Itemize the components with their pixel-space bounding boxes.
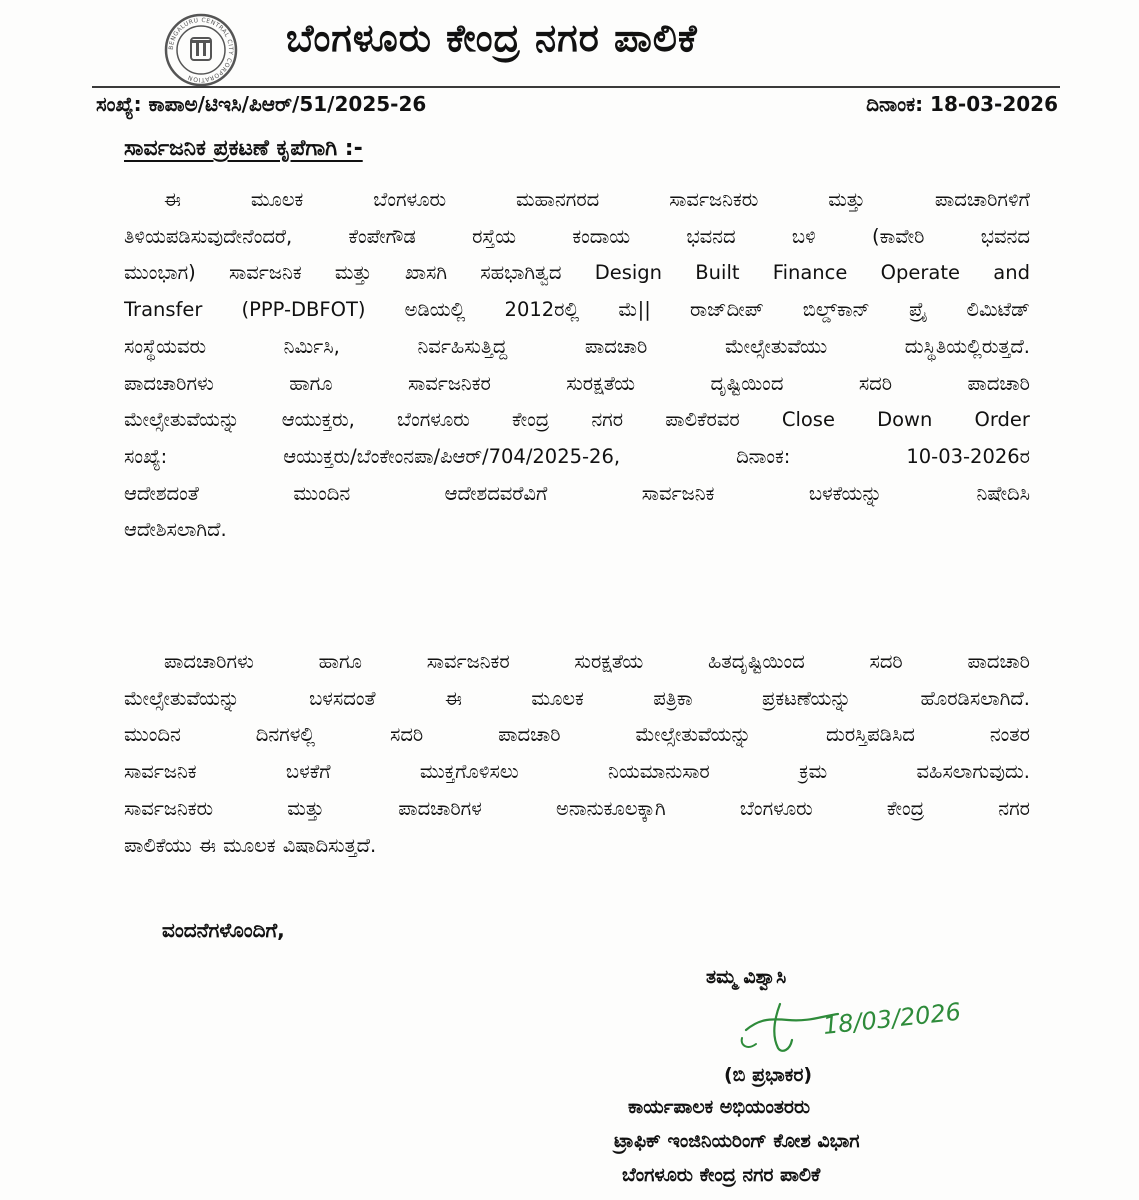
paragraph-line: ಪಾದಚಾರಿಗಳು ಹಾಗೂ ಸಾರ್ವಜನಿಕರ ಸುರಕ್ಷತೆಯ ದೃಷ್ಟಿಯಿಂದ ಸದರಿ ಪಾದಚಾರಿ: [124, 371, 1030, 395]
svg-text:BENGALURU CENTRAL CITY CORPORA: [168, 17, 234, 83]
reference-number: ಸಂಖ್ಯೆ: ಕಾಪಾಅ/ಟಿಇಸಿ/ಪಿಆರ್/51/2025-26: [96, 92, 427, 116]
paragraph-line: ಆದೇಶಿಸಲಾಗಿದೆ.: [124, 518, 227, 542]
handwritten-signature: [728, 990, 978, 1060]
reference-line: [96, 92, 1058, 122]
paragraph-line: ಸಾರ್ವಜನಿಕರು ಮತ್ತು ಪಾದಚಾರಿಗಳ ಅನಾನುಕೂಲಕ್ಕಾಗಿ ಬೆಂಗಳೂರು ಕೇಂದ್ರ ನಗರ: [124, 796, 1030, 820]
signatory-department: ಟ್ರಾಫಿಕ್ ಇಂಜಿನಿಯರಿಂಗ್ ಕೋಶ ವಿಭಾಗ: [614, 1130, 860, 1152]
paragraph-line: ಆದೇಶದಂತೆ ಮುಂದಿನ ಆದೇಶದವರೆವಿಗೆ ಸಾರ್ವಜನಿಕ ಬಳಕೆಯನ್ನು ನಿಷೇದಿಸಿ: [124, 481, 1030, 505]
paragraph-line: ಮೇಲ್ಸೇತುವೆಯನ್ನು ಆಯುಕ್ತರು, ಬೆಂಗಳೂರು ಕೇಂದ್ರ ನಗರ ಪಾಲಿಕೆರವರ Close Down Order: [124, 408, 1030, 432]
paragraph-line: ಈ ಮೂಲಕ ಬೆಂಗಳೂರು ಮಹಾನಗರದ ಸಾರ್ವಜನಿಕರು ಮತ್ತು ಪಾದಚಾರಿಗಳಿಗೆ: [164, 188, 1030, 211]
subject-heading: ಸಾರ್ವಜನಿಕ ಪ್ರಕಟಣೆ ಕೃಪೆಗಾಗಿ :-: [124, 136, 363, 161]
header-divider: [92, 86, 1060, 88]
body-paragraph-2: [124, 644, 1030, 864]
paragraph-line: ಪಾಲಿಕೆಯು ಈ ಮೂಲಕ ವಿಷಾದಿಸುತ್ತದೆ.: [124, 833, 377, 857]
corporation-seal-logo: [163, 12, 239, 88]
signatory-organization: ಬೆಂಗಳೂರು ಕೇಂದ್ರ ನಗರ ಪಾಲಿಕೆ: [622, 1164, 821, 1186]
paragraph-line: ಸಂಖ್ಯೆ: ಆಯುಕ್ತರು/ಬೆಂಕೇಂನಪಾ/ಪಿಆರ್/704/2025-26, ದಿನಾಂಕ: 10-03-2026ರ: [124, 444, 1030, 468]
paragraph-line: ಮೇಲ್ಸೇತುವೆಯನ್ನು ಬಳಸದಂತೆ ಈ ಮೂಲಕ ಪತ್ರಿಕಾ ಪ್ರಕಟಣೆಯನ್ನು ಹೊರಡಿಸಲಾಗಿದೆ.: [124, 686, 1030, 710]
signature-date: 18/03/2026: [821, 997, 963, 1040]
yours-faithfully: ತಮ್ಮ ವಿಶ್ವಾಸಿ: [706, 966, 787, 988]
paragraph-line: ಸಂಸ್ಥೆಯವರು ನಿರ್ಮಿಸಿ, ನಿರ್ವಹಿಸುತ್ತಿದ್ದ ಪಾದಚಾರಿ ಮೇಲ್ಸೇತುವೆಯು ದುಸ್ಥಿತಿಯಲ್ಲಿರುತ್ತದೆ.: [124, 334, 1030, 358]
seal-text: BENGALURU CENTRAL CITY CORPORATION: [167, 16, 235, 84]
signatory-name: (ಬಿ ಪ್ರಭಾಕರ): [724, 1064, 813, 1086]
paragraph-line: ತಿಳಿಯಪಡಿಸುವುದೇನೆಂದರೆ, ಕೆಂಪೇಗೌಡ ರಸ್ತೆಯ ಕಂದಾಯ ಭವನದ ಬಳಿ (ಕಾವೇರಿ ಭವನದ: [124, 224, 1030, 248]
signatory-designation: ಕಾರ್ಯಪಾಲಕ ಅಭಿಯಂತರರು: [628, 1096, 811, 1118]
paragraph-line: ಪಾದಚಾರಿಗಳು ಹಾಗೂ ಸಾರ್ವಜನಿಕರ ಸುರಕ್ಷತೆಯ ಹಿತದೃಷ್ಟಿಯಿಂದ ಸದರಿ ಪಾದಚಾರಿ: [164, 650, 1030, 673]
reference-date: ದಿನಾಂಕ: 18-03-2026: [866, 92, 1058, 116]
closing-salutation: ವಂದನೆಗಳೊಂದಿಗೆ,: [162, 918, 285, 942]
paragraph-line: Transfer (PPP-DBFOT) ಅಡಿಯಲ್ಲಿ 2012ರಲ್ಲಿ ಮೆ|| ರಾಜ್‌ದೀಪ್ ಬಿಲ್ಡ್‌ಕಾನ್ ಪ್ರೈ ಲಿಮಿಟೆಡ್: [124, 298, 1030, 322]
page-title: ಬೆಂಗಳೂರು ಕೇಂದ್ರ ನಗರ ಪಾಲಿಕೆ: [286, 16, 698, 60]
paragraph-line: ಮುಂದಿನ ದಿನಗಳಲ್ಲಿ ಸದರಿ ಪಾದಚಾರಿ ಮೇಲ್ಸೇತುವೆಯನ್ನು ದುರಸ್ತಿಪಡಿಸಿದ ನಂತರ: [124, 723, 1030, 747]
paragraph-line: ಮುಂಭಾಗ) ಸಾರ್ವಜನಿಕ ಮತ್ತು ಖಾಸಗಿ ಸಹಭಾಗಿತ್ವದ Design Built Finance Operate and: [124, 261, 1030, 285]
paragraph-line: ಸಾರ್ವಜನಿಕ ಬಳಕೆಗೆ ಮುಕ್ತಗೊಳಿಸಲು ನಿಯಮಾನುಸಾರ ಕ್ರಮ ವಹಿಸಲಾಗುವುದು.: [124, 760, 1030, 784]
body-paragraph-1: [124, 182, 1030, 549]
